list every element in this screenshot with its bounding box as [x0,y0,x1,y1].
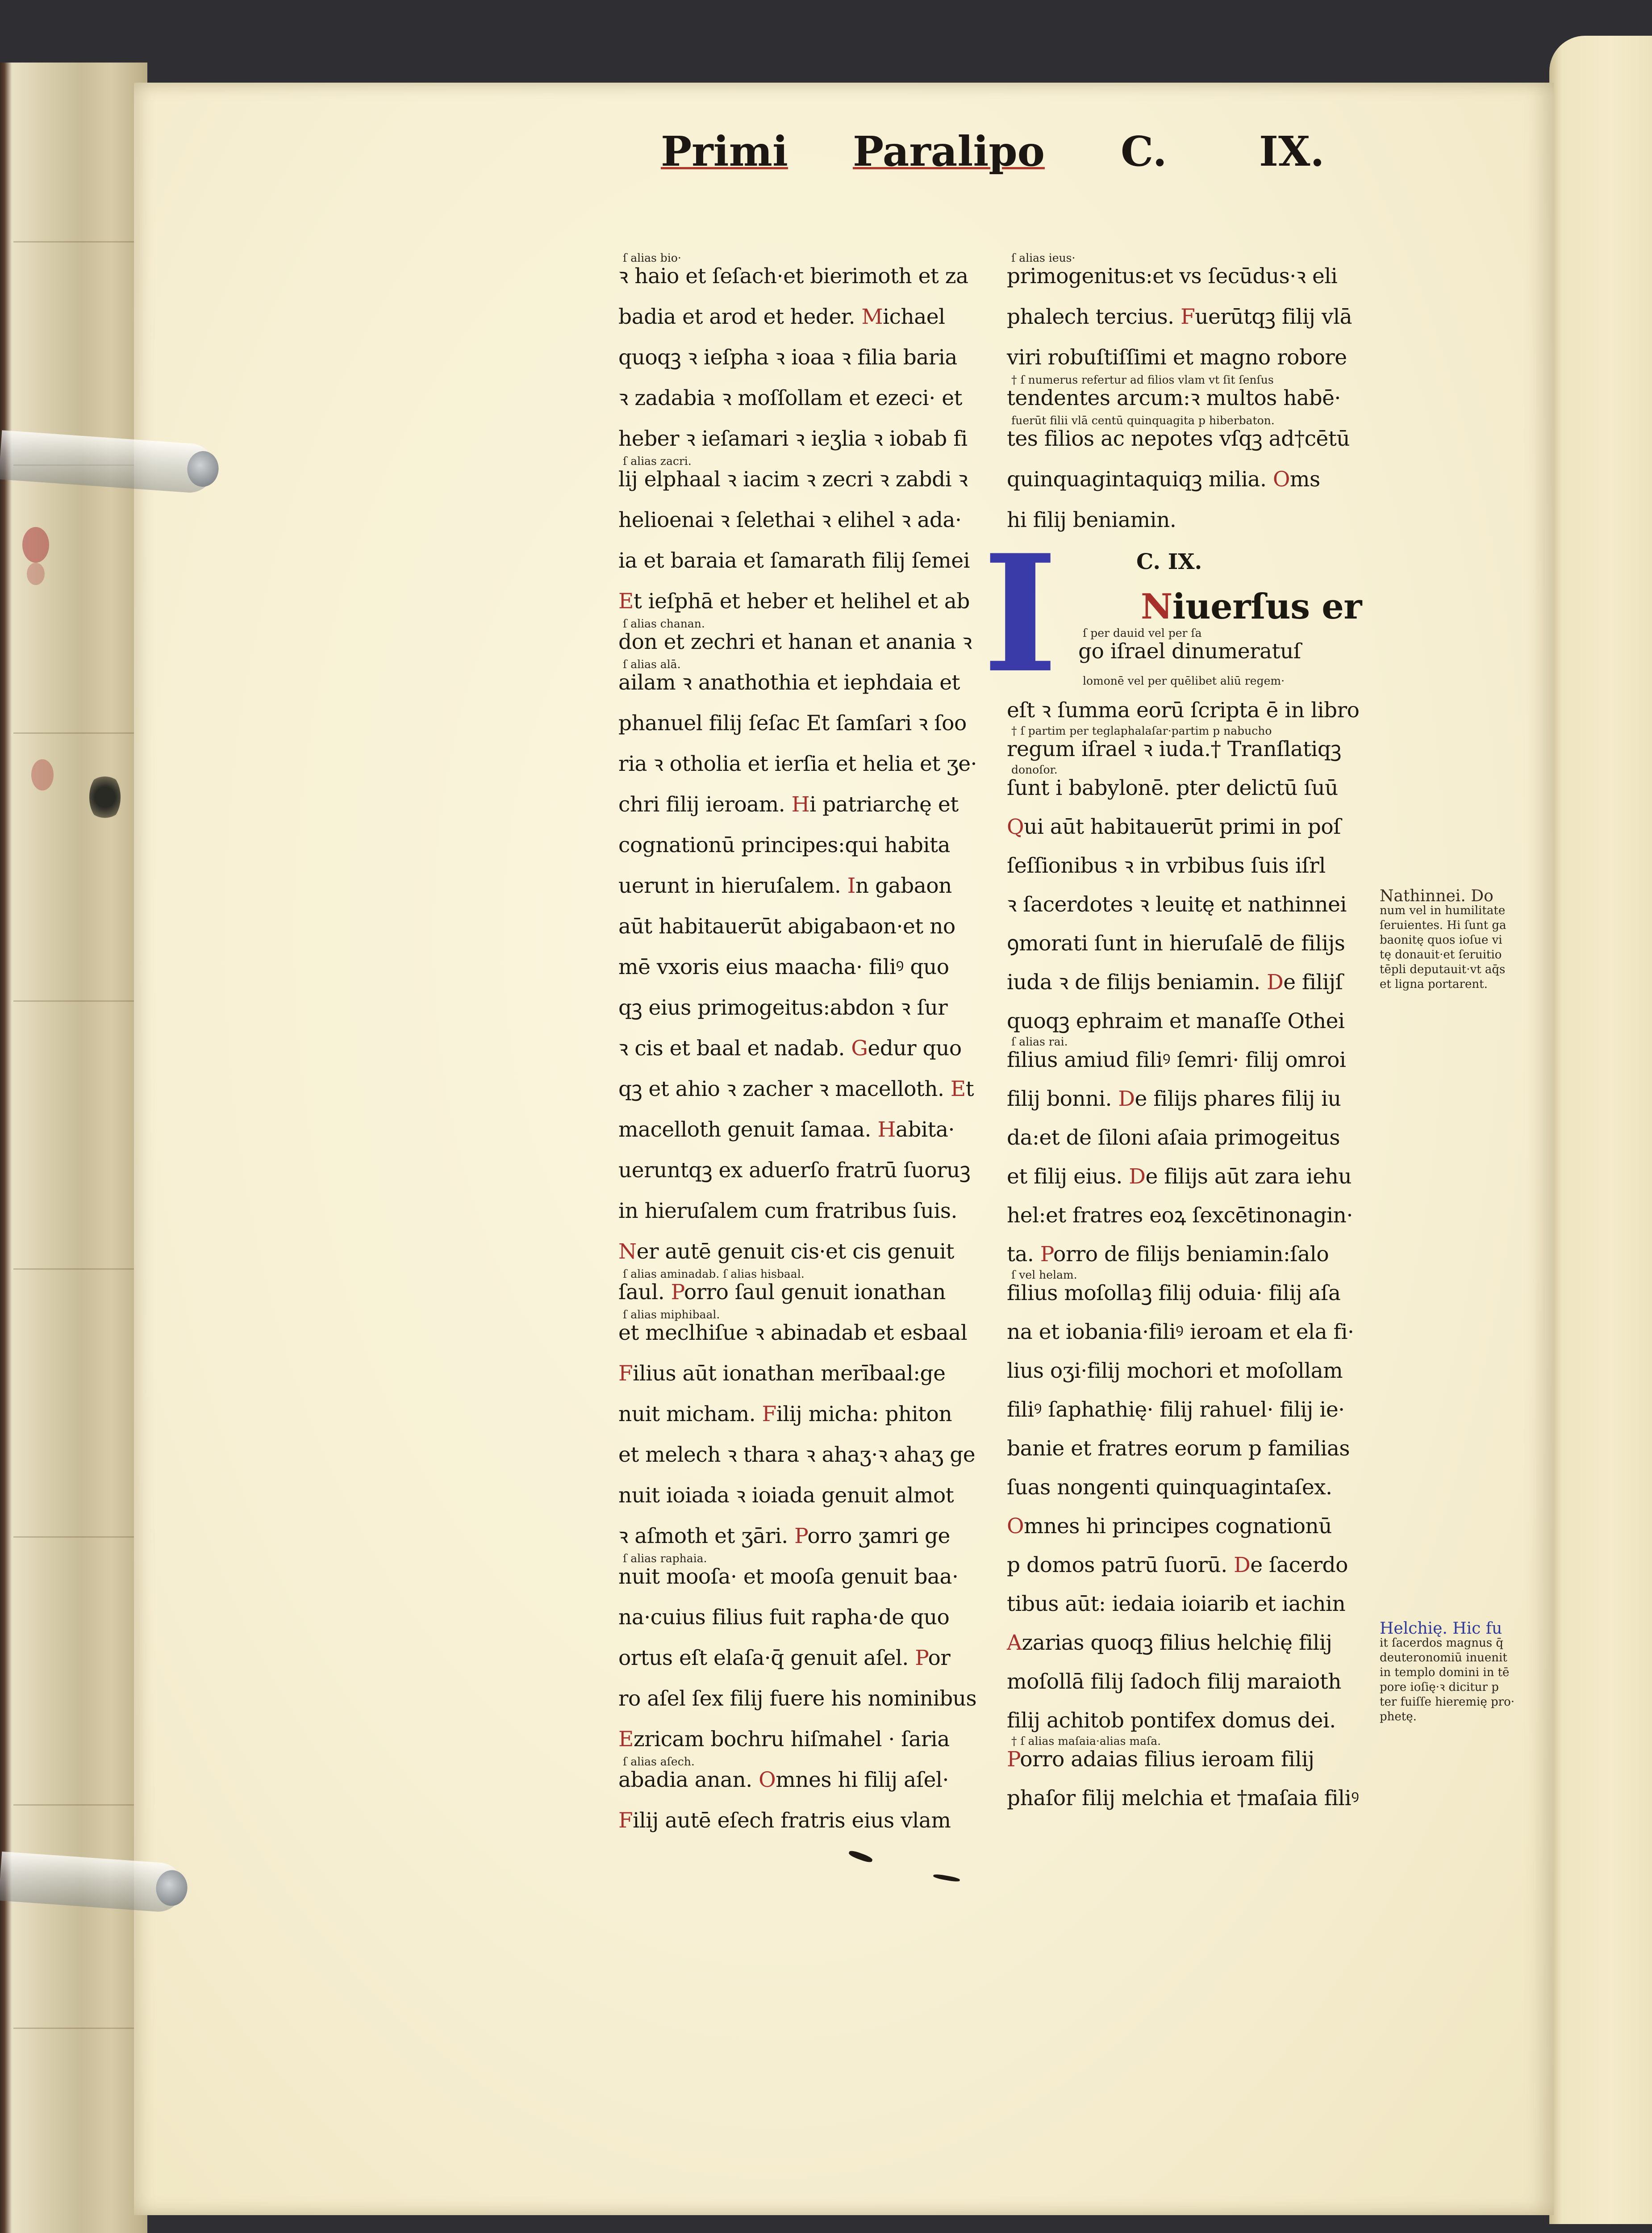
text-line: filius moſollaꝫ filij oduia· filij aſa [1007,1281,1341,1305]
interlinear-gloss: fuerūt filii vlā centū quinquagita p hiberbaton. [1011,414,1275,427]
interlinear-gloss: ſ alias ieus· [1011,251,1076,264]
text-line: lij elphaal ꝛ iacim ꝛ zecri ꝛ zabdi ꝛ [618,467,968,492]
text-line: banie et fratres eorum p familias [1007,1436,1350,1461]
margin-note-line: et ligna portarent. [1380,978,1488,991]
text-line: chri filij ieroam. Hi patriarchę et [618,792,959,817]
text-line: viri robuſtiſſimi et magno robore [1007,345,1347,370]
text-line: Filius aūt ionathan merībaal:ge [618,1361,946,1386]
text-line: regum iſrael ꝛ iuda.† Tranſlatiqꝫ [1007,737,1341,761]
interlinear-gloss: donoſor. [1011,763,1058,776]
red-stain [22,527,49,563]
text-line: p domos patrū ſuorū. De ſacerdo [1007,1553,1348,1577]
margin-note-line: it ſacerdos magnus q̄ [1380,1636,1503,1650]
worm-hole [89,773,121,822]
decorated-initial: I [982,519,1058,708]
interlinear-gloss: † ſ alias maſaia·alias maſa. [1011,1735,1161,1748]
interlinear-gloss: † ſ partim per teglaphalaſar·partim p nabucho [1011,724,1272,737]
text-line: go iſrael dinumeratuſ [1078,639,1301,664]
text-line: heber ꝛ ieſamari ꝛ ieʒlia ꝛ iobab fi [618,427,968,451]
text-line: Filij autē eſech fratris eius vlam [618,1808,951,1833]
text-line: ꝯmorati ſunt in hieruſalē de filijs [1007,931,1345,956]
facing-page [1549,36,1652,2224]
text-line: na et iobania·filiꝰ ieroam et ela fi· [1007,1320,1354,1344]
text-line: quoqꝫ ephraim et manaſſe Othei [1007,1009,1345,1033]
text-line: abadia anan. Omnes hi filij aſel· [618,1768,949,1792]
text-line: quinquagintaquiqꝫ milia. Oms [1007,467,1320,492]
text-line: ꝛ aſmoth et ʒāri. Porro ʒamri ge [618,1524,950,1548]
text-line: Et ieſphā et heber et helihel et ab [618,589,970,614]
interlinear-gloss: ſ vel helam. [1011,1268,1077,1281]
text-line: Porro adaias filius ieroam filij [1007,1747,1314,1772]
interlinear-gloss: ſ alias bio· [623,251,681,264]
text-line: uerunt in hieruſalem. In gabaon [618,874,952,898]
text-line: filius amiud filiꝰ ſemri· filij omroi [1007,1048,1346,1072]
text-line: ſunt i babylonē. pter delictū ſuū [1007,776,1338,800]
text-line: hi filij beniamin. [1007,508,1176,532]
interlinear-gloss: ſ alias chanan. [623,617,705,630]
text-line: ꝛ zadabia ꝛ moſſollam et ezeci· et [618,386,962,410]
margin-note-line: phetę. [1380,1710,1417,1723]
text-line: iuda ꝛ de filijs beniamin. De filijſ [1007,970,1343,995]
text-line: Azarias quoqꝫ filius helchię filij [1007,1631,1332,1655]
text-line: ueruntqꝫ ex aduerſo fratrū ſuoruꝫ [618,1158,971,1183]
interlinear-gloss: ſ alias miphibaal. [623,1308,720,1321]
margin-note-line: tēpli deputauit·vt aq̄s [1380,963,1506,976]
text-line: mē vxoris eius maacha· filiꝰ quo [618,955,949,979]
interlinear-gloss: ſ alias rai. [1011,1035,1068,1048]
text-line: macelloth genuit ſamaa. Habita· [618,1117,955,1142]
interlinear-gloss: ſ alias zacri. [623,455,692,468]
text-line: tes filios ac nepotes vſqꝫ ad†cētū [1007,427,1350,451]
text-line: da:et de ſiloni aſaia primogeitus [1007,1125,1340,1150]
running-head-chapter-mark: C. [1121,127,1167,176]
text-line: et melech ꝛ thara ꝛ ahaʒ·ꝛ ahaʒ ge [618,1443,976,1467]
text-line: phalech tercius. Fuerūtqꝫ filij vlā [1007,305,1352,329]
text-line: Ezricam bochru hiſmahel · ſaria [618,1727,950,1752]
text-line: Ner autē genuit cis·et cis genuit [618,1239,954,1264]
running-head-part: Paralipo [853,127,1045,176]
text-line: qꝫ et ahio ꝛ zacher ꝛ macelloth. Et [618,1077,974,1101]
margin-note-line: baonitę quos ioſue vi [1380,933,1502,947]
margin-note-nathinnei [1380,889,1506,992]
text-line: helioenai ꝛ ſelethai ꝛ elihel ꝛ ada· [618,508,962,532]
text-line: filij achitob pontifex domus dei. [1007,1708,1336,1733]
text-line: ſuas nongenti quinquagintaſex. [1007,1475,1332,1500]
text-line: phanuel filij ſeſac Et ſamſari ꝛ ſoo [618,711,967,736]
margin-note-line: deuteronomiū inuenit [1380,1651,1507,1664]
interlinear-gloss: ſ alias aſech. [623,1755,695,1768]
text-line: aūt habitauerūt abigabaon·et no [618,914,955,939]
text-line: ꝛ cis et baal et nadab. Gedur quo [618,1036,962,1061]
margin-note-line: ſeruientes. Hi ſunt ga [1380,919,1506,932]
text-line: ſaul. Porro ſaul genuit ionathan [618,1280,946,1305]
chapter-label: C. IX. [1136,549,1202,574]
margin-note-line: Helchię. Hic fu [1380,1619,1502,1638]
text-line: ꝛ ſacerdotes ꝛ leuitę et nathinnei [1007,892,1347,917]
text-line: cognationū principes:qui habita [618,833,950,857]
margin-note-line: pore ioſię·ꝛ dicitur p [1380,1681,1499,1694]
text-line: Niuerſus er [1141,586,1362,627]
running-head-chapter-number: IX. [1259,127,1325,176]
text-line: ria ꝛ otholia et ierſia et helia et ʒe· [618,752,977,776]
margin-note-line: ter fuiſſe hieremię pro· [1380,1695,1514,1709]
interlinear-gloss: ſ alias alā. [623,658,681,671]
text-line: moſollā filij ſadoch filij maraioth [1007,1669,1341,1694]
text-line: ta. Porro de filijs beniamin:ſalo [1007,1242,1329,1267]
margin-note-line: num vel in humilitate [1380,904,1506,917]
running-head-book: Primi [661,127,788,176]
text-line: filiꝰ ſaphathię· filij rahuel· filij ie· [1007,1397,1345,1422]
text-line: eſt ꝛ ſumma eorū ſcripta ē in libro [1007,698,1360,723]
interlinear-gloss: † ſ numerus refertur ad filios vlam vt ſit ſenſus [1011,373,1274,386]
text-line: Omnes hi principes cognationū [1007,1514,1332,1539]
text-line: primogenitus:et vs ſecūdus·ꝛ eli [1007,264,1338,289]
text-line: nuit micham. Filij micha: phiton [618,1402,952,1426]
text-line: ailam ꝛ anathothia et iephdaia et [618,670,960,695]
text-line: nuit ioiada ꝛ ioiada genuit almot [618,1483,954,1508]
text-line: ro aſel ſex filij fuere his nominibus [618,1686,977,1711]
text-line: et filij eius. De filijs aūt zara iehu [1007,1164,1352,1189]
margin-note-helchie [1380,1621,1514,1724]
text-line: et meclhiſue ꝛ abinadab et esbaal [618,1321,968,1345]
text-line: ſeſſionibus ꝛ in vrbibus ſuis iſrl [1007,853,1326,878]
text-line: filij bonni. De filijs phares filij iu [1007,1087,1341,1111]
text-line: hel:et fratres eoꝝ ſexcētinonagin· [1007,1203,1353,1228]
text-line: don et zechri et hanan et anania ꝛ [618,630,972,654]
text-line: tendentes arcum:ꝛ multos habē· [1007,386,1341,410]
interlinear-gloss: lomonē vel per quēlibet aliū regem· [1083,674,1285,687]
text-line: ꝛ haio et ſeſach·et bierimoth et za [618,264,968,289]
interlinear-gloss: ſ alias raphaia. [623,1552,707,1565]
text-line: ia et baraia et ſamarath filij ſemei [618,548,970,573]
red-stain [27,563,45,585]
text-line: quoqꝫ ꝛ ieſpha ꝛ ioaa ꝛ filia baria [618,345,957,370]
text-line: Qui aūt habitauerūt primi in poſ [1007,815,1341,839]
text-line: in hieruſalem cum fratribus ſuis. [618,1199,957,1223]
red-stain [31,759,54,790]
text-line: phaſor filij melchia et †maſaia filiꝰ [1007,1786,1359,1811]
text-line: badia et arod et heder. Michael [618,305,945,329]
text-line: qꝫ eius primogeitus:abdon ꝛ ſur [618,995,948,1020]
interlinear-gloss: ſ alias aminadab. ſ alias hisbaal. [623,1267,805,1280]
margin-note-line: Nathinnei. Do [1380,887,1493,905]
text-line: nuit mooſa· et mooſa genuit baa· [618,1564,959,1589]
margin-note-line: in templo domini in tē [1380,1666,1510,1679]
text-line: na·cuius filius fuit rapha·de quo [618,1605,950,1630]
interlinear-gloss: ſ per dauid vel per ſa [1083,627,1202,640]
text-line: tibus aūt: iedaia ioiarib et iachin [1007,1592,1346,1616]
text-line: ortus eſt elaſa·q̄ genuit aſel. Por [618,1646,951,1670]
margin-note-line: tę donauit·et ſeruitio [1380,948,1502,962]
text-line: lius oʒi·filij mochori et moſollam [1007,1359,1343,1383]
